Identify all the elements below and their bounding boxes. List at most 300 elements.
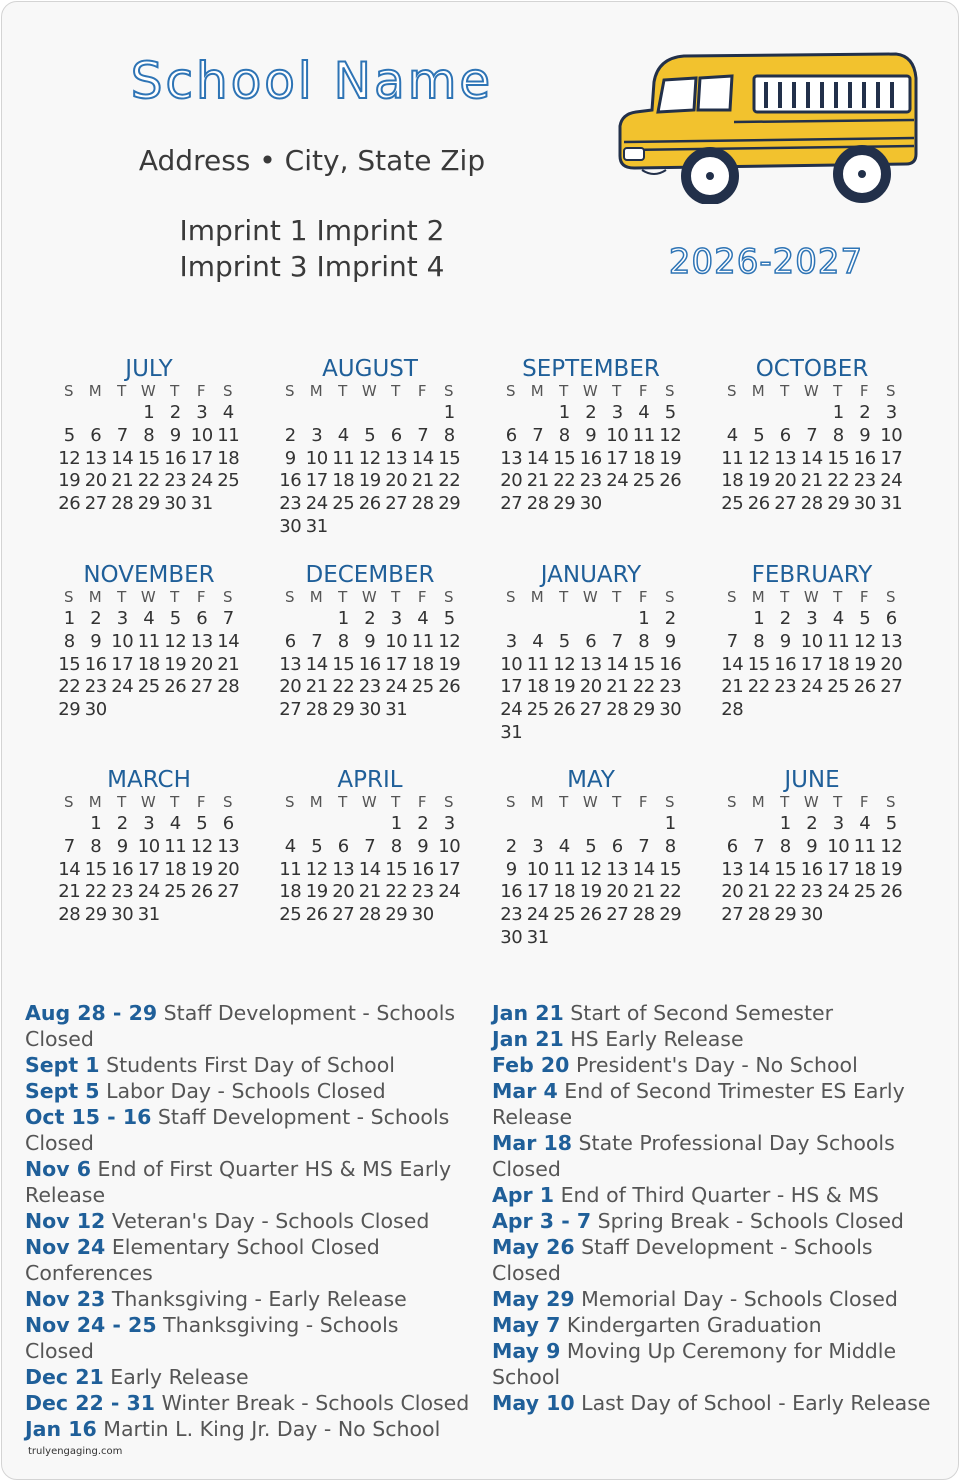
- day-blank: [746, 402, 773, 425]
- day-cell: 2: [664, 608, 676, 629]
- day-cell: 14: [305, 653, 328, 675]
- day-cell: 11: [279, 858, 302, 880]
- day-cell: 7: [417, 424, 429, 446]
- weekday-letter: F: [196, 793, 207, 811]
- weekday-letter: F: [417, 793, 428, 811]
- day-cell: 27: [385, 493, 408, 515]
- day-cell: 5: [664, 402, 676, 423]
- day-cell: 13: [217, 835, 240, 857]
- weekday-letter: F: [196, 588, 207, 606]
- day-cell: 16: [358, 653, 381, 675]
- day-cell: 25: [411, 676, 434, 698]
- day-cell: 28: [217, 676, 240, 698]
- day-blank: [109, 402, 136, 425]
- event-date: Oct 15 - 16: [25, 1105, 152, 1129]
- day-cell: 26: [164, 676, 187, 698]
- day-cell: 13: [774, 447, 797, 469]
- month-title: AUGUST: [322, 356, 418, 382]
- day-cell: 18: [411, 653, 434, 675]
- day-cell: 16: [500, 881, 523, 903]
- day-cell: 20: [774, 470, 797, 492]
- weekday-letter: T: [559, 793, 570, 811]
- day-cell: 24: [500, 699, 523, 721]
- weekday-letter: W: [582, 588, 599, 606]
- day-blank: [551, 608, 578, 631]
- school-name: School Name: [130, 52, 494, 110]
- day-cell: 11: [411, 630, 434, 652]
- day-cell: 31: [526, 926, 549, 948]
- weekday-header: [498, 382, 684, 400]
- day-cell: 4: [532, 630, 544, 652]
- event-date: Apr 3 - 7: [492, 1209, 592, 1233]
- event-date: May 29: [492, 1287, 575, 1311]
- weekday-letter: W: [140, 382, 157, 400]
- day-cell: 8: [779, 835, 791, 857]
- day-cell: 11: [632, 424, 655, 446]
- month-november: [49, 562, 249, 722]
- day-cell: 20: [385, 470, 408, 492]
- day-cell: 13: [606, 858, 629, 880]
- weekday-letter: W: [803, 793, 820, 811]
- day-blank: [525, 813, 552, 836]
- day-cell: 26: [880, 881, 903, 903]
- day-cell: 15: [827, 447, 850, 469]
- day-cell: 22: [632, 676, 655, 698]
- day-cell: 30: [500, 926, 523, 948]
- day-cell: 8: [558, 424, 570, 446]
- day-cell: 16: [659, 653, 682, 675]
- weekday-letter: T: [117, 588, 128, 606]
- weekday-letter: W: [361, 793, 378, 811]
- day-cell: 5: [859, 608, 871, 629]
- day-cell: 12: [880, 835, 903, 857]
- weekday-letter: S: [63, 588, 75, 606]
- imprint-line-1: Imprint 1 Imprint 2: [179, 214, 445, 247]
- day-cell: 17: [827, 858, 850, 880]
- day-cell: 7: [611, 630, 623, 652]
- day-cell: 18: [853, 858, 876, 880]
- day-cell: 15: [632, 653, 655, 675]
- day-cell: 3: [116, 608, 128, 629]
- day-cell: 6: [390, 424, 402, 446]
- day-cell: 23: [164, 470, 187, 492]
- event-date: Dec 22 - 31: [25, 1391, 156, 1415]
- day-cell: 10: [880, 424, 903, 446]
- event-item: [25, 1104, 473, 1156]
- event-item: [492, 1390, 942, 1416]
- day-cell: 20: [84, 470, 107, 492]
- day-cell: 3: [143, 813, 155, 834]
- day-cell: 27: [279, 699, 302, 721]
- day-cell: 4: [726, 424, 738, 446]
- day-cell: 8: [143, 424, 155, 446]
- events-list-right: [492, 1000, 942, 1416]
- weekday-letter: S: [443, 382, 455, 400]
- weekday-header: [719, 588, 905, 606]
- event-date: May 10: [492, 1391, 575, 1415]
- event-description: Labor Day - Schools Closed: [106, 1079, 386, 1103]
- event-description: Winter Break - Schools Closed: [161, 1391, 470, 1415]
- day-cell: 2: [417, 813, 429, 834]
- weekday-letter: S: [505, 588, 517, 606]
- day-cell: 14: [411, 447, 434, 469]
- day-cell: 12: [58, 447, 81, 469]
- day-cell: 29: [659, 904, 682, 926]
- day-cell: 29: [438, 493, 461, 515]
- event-description: Last Day of School - Early Release: [581, 1391, 931, 1415]
- day-cell: 9: [284, 447, 296, 469]
- day-cell: 1: [63, 608, 75, 629]
- day-cell: 16: [279, 470, 302, 492]
- day-cell: 29: [58, 699, 81, 721]
- event-item: [492, 1000, 942, 1026]
- day-cell: 11: [217, 424, 240, 446]
- day-blank: [604, 813, 631, 836]
- day-cell: 21: [800, 470, 823, 492]
- day-cell: 12: [438, 630, 461, 652]
- day-cell: 15: [438, 447, 461, 469]
- weekday-header: [56, 793, 242, 811]
- day-cell: 26: [438, 676, 461, 698]
- day-cell: 26: [358, 493, 381, 515]
- day-cell: 24: [111, 676, 134, 698]
- day-cell: 24: [827, 881, 850, 903]
- day-cell: 26: [747, 493, 770, 515]
- weekday-letter: M: [88, 588, 103, 606]
- day-cell: 27: [500, 493, 523, 515]
- weekday-header: [719, 793, 905, 811]
- event-date: Mar 4: [492, 1079, 558, 1103]
- day-cell: 1: [832, 402, 844, 423]
- event-item: [25, 1390, 473, 1416]
- month-october: [712, 356, 912, 516]
- day-grid: [719, 402, 905, 516]
- day-blank: [410, 402, 437, 425]
- month-title: MAY: [567, 767, 615, 793]
- event-description: HS Early Release: [570, 1027, 744, 1051]
- weekday-letter: S: [664, 382, 676, 400]
- day-cell: 9: [90, 630, 102, 652]
- day-cell: 3: [196, 402, 208, 423]
- day-cell: 27: [880, 676, 903, 698]
- day-cell: 15: [84, 858, 107, 880]
- calendar-card: [1, 1, 959, 1480]
- day-blank: [304, 608, 331, 631]
- day-cell: 15: [385, 858, 408, 880]
- day-cell: 9: [116, 835, 128, 857]
- footer-credit: trulyengaging.com: [28, 1446, 123, 1457]
- day-cell: 10: [190, 424, 213, 446]
- day-cell: 19: [853, 653, 876, 675]
- day-cell: 12: [553, 653, 576, 675]
- day-cell: 18: [137, 653, 160, 675]
- day-cell: 18: [279, 881, 302, 903]
- day-cell: 7: [638, 835, 650, 857]
- day-cell: 25: [827, 676, 850, 698]
- day-cell: 8: [638, 630, 650, 652]
- day-cell: 8: [90, 835, 102, 857]
- day-cell: 5: [196, 813, 208, 834]
- day-cell: 13: [579, 653, 602, 675]
- day-cell: 27: [217, 881, 240, 903]
- day-cell: 8: [664, 835, 676, 857]
- weekday-letter: S: [726, 793, 738, 811]
- day-cell: 10: [800, 630, 823, 652]
- day-cell: 12: [579, 858, 602, 880]
- day-cell: 6: [90, 424, 102, 446]
- event-item: [25, 1364, 473, 1390]
- weekday-header: [277, 588, 463, 606]
- day-cell: 30: [853, 493, 876, 515]
- weekday-letter: T: [391, 382, 402, 400]
- day-cell: 18: [526, 676, 549, 698]
- day-cell: 23: [800, 881, 823, 903]
- day-cell: 25: [526, 699, 549, 721]
- weekday-letter: F: [859, 588, 870, 606]
- day-cell: 2: [169, 402, 181, 423]
- day-cell: 13: [880, 630, 903, 652]
- event-item: [492, 1208, 942, 1234]
- weekday-letter: T: [559, 382, 570, 400]
- day-cell: 3: [532, 835, 544, 857]
- day-cell: 11: [164, 835, 187, 857]
- day-cell: 4: [284, 835, 296, 857]
- day-cell: 11: [332, 447, 355, 469]
- day-blank: [304, 813, 331, 836]
- event-description: Spring Break - Schools Closed: [597, 1209, 904, 1233]
- day-cell: 9: [417, 835, 429, 857]
- day-cell: 1: [779, 813, 791, 834]
- day-cell: 1: [443, 402, 455, 423]
- day-cell: 20: [579, 676, 602, 698]
- day-cell: 9: [664, 630, 676, 652]
- weekday-letter: S: [284, 588, 296, 606]
- event-item: [25, 1312, 473, 1364]
- day-cell: 9: [585, 424, 597, 446]
- day-cell: 1: [558, 402, 570, 423]
- day-cell: 21: [58, 881, 81, 903]
- day-cell: 10: [827, 835, 850, 857]
- day-cell: 19: [190, 858, 213, 880]
- day-cell: 23: [111, 881, 134, 903]
- event-item: [492, 1052, 942, 1078]
- event-description: Staff Development - Schools Closed: [492, 1235, 873, 1285]
- day-cell: 5: [169, 608, 181, 629]
- day-cell: 24: [137, 881, 160, 903]
- day-cell: 4: [143, 608, 155, 629]
- day-cell: 7: [726, 630, 738, 652]
- day-cell: 3: [806, 608, 818, 629]
- weekday-letter: S: [885, 793, 897, 811]
- weekday-letter: T: [170, 588, 181, 606]
- day-cell: 6: [505, 424, 517, 446]
- weekday-letter: M: [530, 382, 545, 400]
- month-april: [270, 767, 470, 927]
- day-cell: 2: [284, 424, 296, 446]
- day-blank: [498, 402, 525, 425]
- day-cell: 18: [721, 470, 744, 492]
- day-cell: 22: [58, 676, 81, 698]
- day-cell: 5: [443, 608, 455, 629]
- event-date: Sept 5: [25, 1079, 100, 1103]
- day-cell: 2: [90, 608, 102, 629]
- weekday-header: [56, 588, 242, 606]
- day-blank: [383, 402, 410, 425]
- day-cell: 27: [774, 493, 797, 515]
- day-cell: 16: [84, 653, 107, 675]
- day-cell: 5: [311, 835, 323, 857]
- day-cell: 19: [164, 653, 187, 675]
- weekday-header: [498, 588, 684, 606]
- event-item: [492, 1026, 942, 1052]
- event-description: Staff Development - Schools Closed: [25, 1001, 456, 1051]
- events-list-left: [25, 1000, 473, 1442]
- day-cell: 28: [58, 904, 81, 926]
- month-title: JUNE: [784, 767, 840, 793]
- event-date: Feb 20: [492, 1053, 570, 1077]
- event-item: [492, 1286, 942, 1312]
- weekday-header: [719, 382, 905, 400]
- day-blank: [277, 402, 304, 425]
- month-title: JULY: [125, 356, 173, 382]
- event-item: [492, 1130, 942, 1182]
- day-cell: 21: [305, 676, 328, 698]
- day-cell: 26: [853, 676, 876, 698]
- day-cell: 2: [116, 813, 128, 834]
- day-cell: 19: [659, 447, 682, 469]
- weekday-letter: M: [309, 382, 324, 400]
- day-cell: 19: [579, 881, 602, 903]
- day-cell: 22: [84, 881, 107, 903]
- weekday-letter: F: [638, 793, 649, 811]
- event-date: Nov 23: [25, 1287, 106, 1311]
- day-cell: 6: [337, 835, 349, 857]
- day-blank: [604, 608, 631, 631]
- day-cell: 31: [500, 721, 523, 743]
- day-cell: 21: [632, 881, 655, 903]
- day-cell: 31: [190, 493, 213, 515]
- day-cell: 3: [611, 402, 623, 423]
- day-cell: 10: [606, 424, 629, 446]
- school-bus-illustration: [614, 52, 920, 204]
- event-description: Kindergarten Graduation: [566, 1313, 822, 1337]
- day-cell: 7: [116, 424, 128, 446]
- day-grid: [277, 402, 463, 539]
- day-cell: 17: [137, 858, 160, 880]
- weekday-header: [277, 382, 463, 400]
- day-cell: 20: [190, 653, 213, 675]
- day-grid: [56, 813, 242, 927]
- event-date: Aug 28 - 29: [25, 1001, 158, 1025]
- event-date: Dec 21: [25, 1365, 104, 1389]
- day-blank: [498, 813, 525, 836]
- weekday-letter: F: [638, 382, 649, 400]
- day-cell: 21: [358, 881, 381, 903]
- month-title: FEBRUARY: [751, 562, 873, 588]
- day-cell: 19: [438, 653, 461, 675]
- weekday-letter: T: [117, 793, 128, 811]
- day-cell: 10: [500, 653, 523, 675]
- day-cell: 30: [659, 699, 682, 721]
- day-cell: 18: [827, 653, 850, 675]
- day-cell: 11: [526, 653, 549, 675]
- month-july: [49, 356, 249, 516]
- day-cell: 12: [659, 424, 682, 446]
- day-cell: 16: [853, 447, 876, 469]
- day-cell: 27: [579, 699, 602, 721]
- day-cell: 3: [885, 402, 897, 423]
- day-cell: 6: [779, 424, 791, 446]
- day-cell: 27: [721, 904, 744, 926]
- day-cell: 4: [417, 608, 429, 629]
- day-cell: 2: [806, 813, 818, 834]
- day-cell: 22: [553, 470, 576, 492]
- day-cell: 4: [222, 402, 234, 423]
- event-item: [492, 1078, 942, 1130]
- day-cell: 13: [385, 447, 408, 469]
- day-blank: [719, 608, 746, 631]
- day-cell: 4: [832, 608, 844, 629]
- weekday-letter: S: [885, 588, 897, 606]
- day-cell: 24: [385, 676, 408, 698]
- day-cell: 28: [305, 699, 328, 721]
- day-cell: 10: [305, 447, 328, 469]
- day-cell: 25: [217, 470, 240, 492]
- weekday-letter: M: [309, 793, 324, 811]
- day-cell: 11: [721, 447, 744, 469]
- day-cell: 28: [111, 493, 134, 515]
- day-cell: 10: [111, 630, 134, 652]
- weekday-letter: W: [140, 793, 157, 811]
- weekday-letter: S: [63, 382, 75, 400]
- day-cell: 7: [806, 424, 818, 446]
- day-cell: 7: [311, 630, 323, 652]
- weekday-letter: W: [361, 382, 378, 400]
- day-cell: 5: [63, 424, 75, 446]
- day-blank: [56, 813, 83, 836]
- event-date: Mar 18: [492, 1131, 573, 1155]
- day-blank: [746, 813, 773, 836]
- event-description: Early Release: [110, 1365, 249, 1389]
- day-blank: [357, 402, 384, 425]
- day-cell: 15: [659, 858, 682, 880]
- event-date: May 26: [492, 1235, 575, 1259]
- day-cell: 14: [747, 858, 770, 880]
- event-date: Apr 1: [492, 1183, 555, 1207]
- day-cell: 22: [385, 881, 408, 903]
- weekday-letter: T: [338, 793, 349, 811]
- weekday-letter: T: [391, 793, 402, 811]
- day-cell: 1: [664, 813, 676, 834]
- day-cell: 25: [553, 904, 576, 926]
- month-title: NOVEMBER: [83, 562, 215, 588]
- day-cell: 20: [721, 881, 744, 903]
- event-item: [492, 1234, 942, 1286]
- day-cell: 6: [585, 630, 597, 652]
- weekday-header: [56, 382, 242, 400]
- day-cell: 7: [63, 835, 75, 857]
- day-cell: 22: [747, 676, 770, 698]
- day-cell: 10: [137, 835, 160, 857]
- day-cell: 24: [526, 904, 549, 926]
- month-title: SEPTEMBER: [522, 356, 660, 382]
- weekday-letter: W: [803, 588, 820, 606]
- day-cell: 9: [779, 630, 791, 652]
- event-date: May 9: [492, 1339, 561, 1363]
- day-cell: 26: [190, 881, 213, 903]
- day-cell: 13: [279, 653, 302, 675]
- day-cell: 22: [827, 470, 850, 492]
